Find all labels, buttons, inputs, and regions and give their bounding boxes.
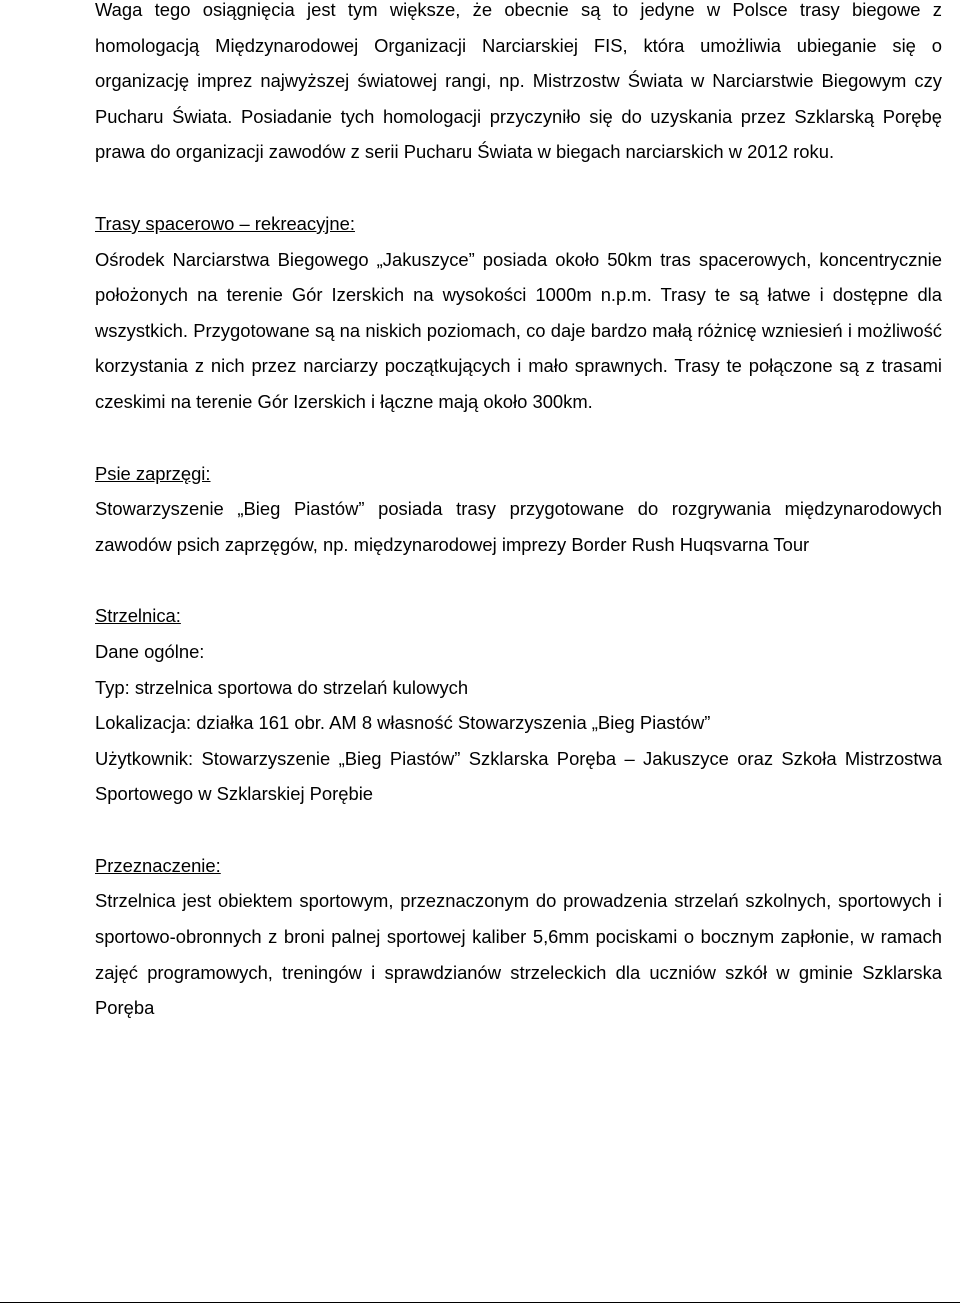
section-gap — [95, 420, 942, 456]
strzelnica-location: Lokalizacja: działka 161 obr. AM 8 własność Stowarzyszenia „Bieg Piastów” — [95, 712, 711, 734]
trasy-heading: Trasy spacerowo – rekreacyjne: — [95, 212, 355, 234]
trasy-paragraph: Ośrodek Narciarstwa Biegowego „Jakuszyce” posiada około 50km tras spacerowych, koncentrycznie położonych na terenie Gór Izerskich na wysokości 1000m n.p.m. Trasy te są łatwe i dostępne dla wszystkich. Przygotowane są na niskich poziomach, co daje bardzo małą różnicę wzniesień i możliwość korzystania z nich przez narciarzy początkujących i mało sprawnych. Trasy te połączone są z trasami czeskimi na terenie Gór Izerskich i łączne mają około 300km. — [95, 248, 942, 412]
psie-heading: Psie zaprzęgi: — [95, 462, 211, 484]
przeznaczenie-heading: Przeznaczenie: — [95, 854, 221, 876]
strzelnica-general: Dane ogólne: — [95, 640, 205, 662]
section-gap — [95, 562, 942, 598]
strzelnica-heading: Strzelnica: — [95, 605, 181, 627]
footer-rule — [0, 1302, 960, 1303]
section-gap — [95, 812, 942, 848]
przeznaczenie-paragraph: Strzelnica jest obiektem sportowym, przeznaczonym do prowadzenia strzelań szkolnych, sportowych i sportowo-obronnych z broni palnej sportowej kaliber 5,6mm pociskami o bocznym zapłonie, w ramach zajęć programowych, treningów i sprawdzianów strzeleckich dla uczniów szkół w gminie Szklarska Poręba — [95, 890, 942, 1019]
strzelnica-user: Użytkownik: Stowarzyszenie „Bieg Piastów” Szklarska Poręba – Jakuszyce oraz Szkoła Mistrzostwa Sportowego w Szklarskiej Porębie — [95, 747, 942, 805]
strzelnica-type: Typ: strzelnica sportowa do strzelań kulowych — [95, 676, 469, 698]
section-gap — [95, 170, 942, 206]
document-page — [95, 0, 942, 1026]
intro-paragraph: Waga tego osiągnięcia jest tym większe, że obecnie są to jedyne w Polsce trasy biegowe z homologacją Międzynarodowej Organizacji Narciarskiej FIS, która umożliwia ubieganie się o organizację imprez najwyższej światowej rangi, np. Mistrzostw Świata w Narciarstwie Biegowym czy Pucharu Świata. Posiadanie tych homologacji przyczyniło się do uzyskania przez Szklarską Porębę prawa do organizacji zawodów z serii Pucharu Świata w biegach narciarskich w 2012 roku. — [95, 0, 942, 163]
psie-paragraph: Stowarzyszenie „Bieg Piastów” posiada trasy przygotowane do rozgrywania międzynarodowych zawodów psich zaprzęgów, np. międzynarodowej imprezy Border Rush Huqsvarna Tour — [95, 498, 942, 555]
